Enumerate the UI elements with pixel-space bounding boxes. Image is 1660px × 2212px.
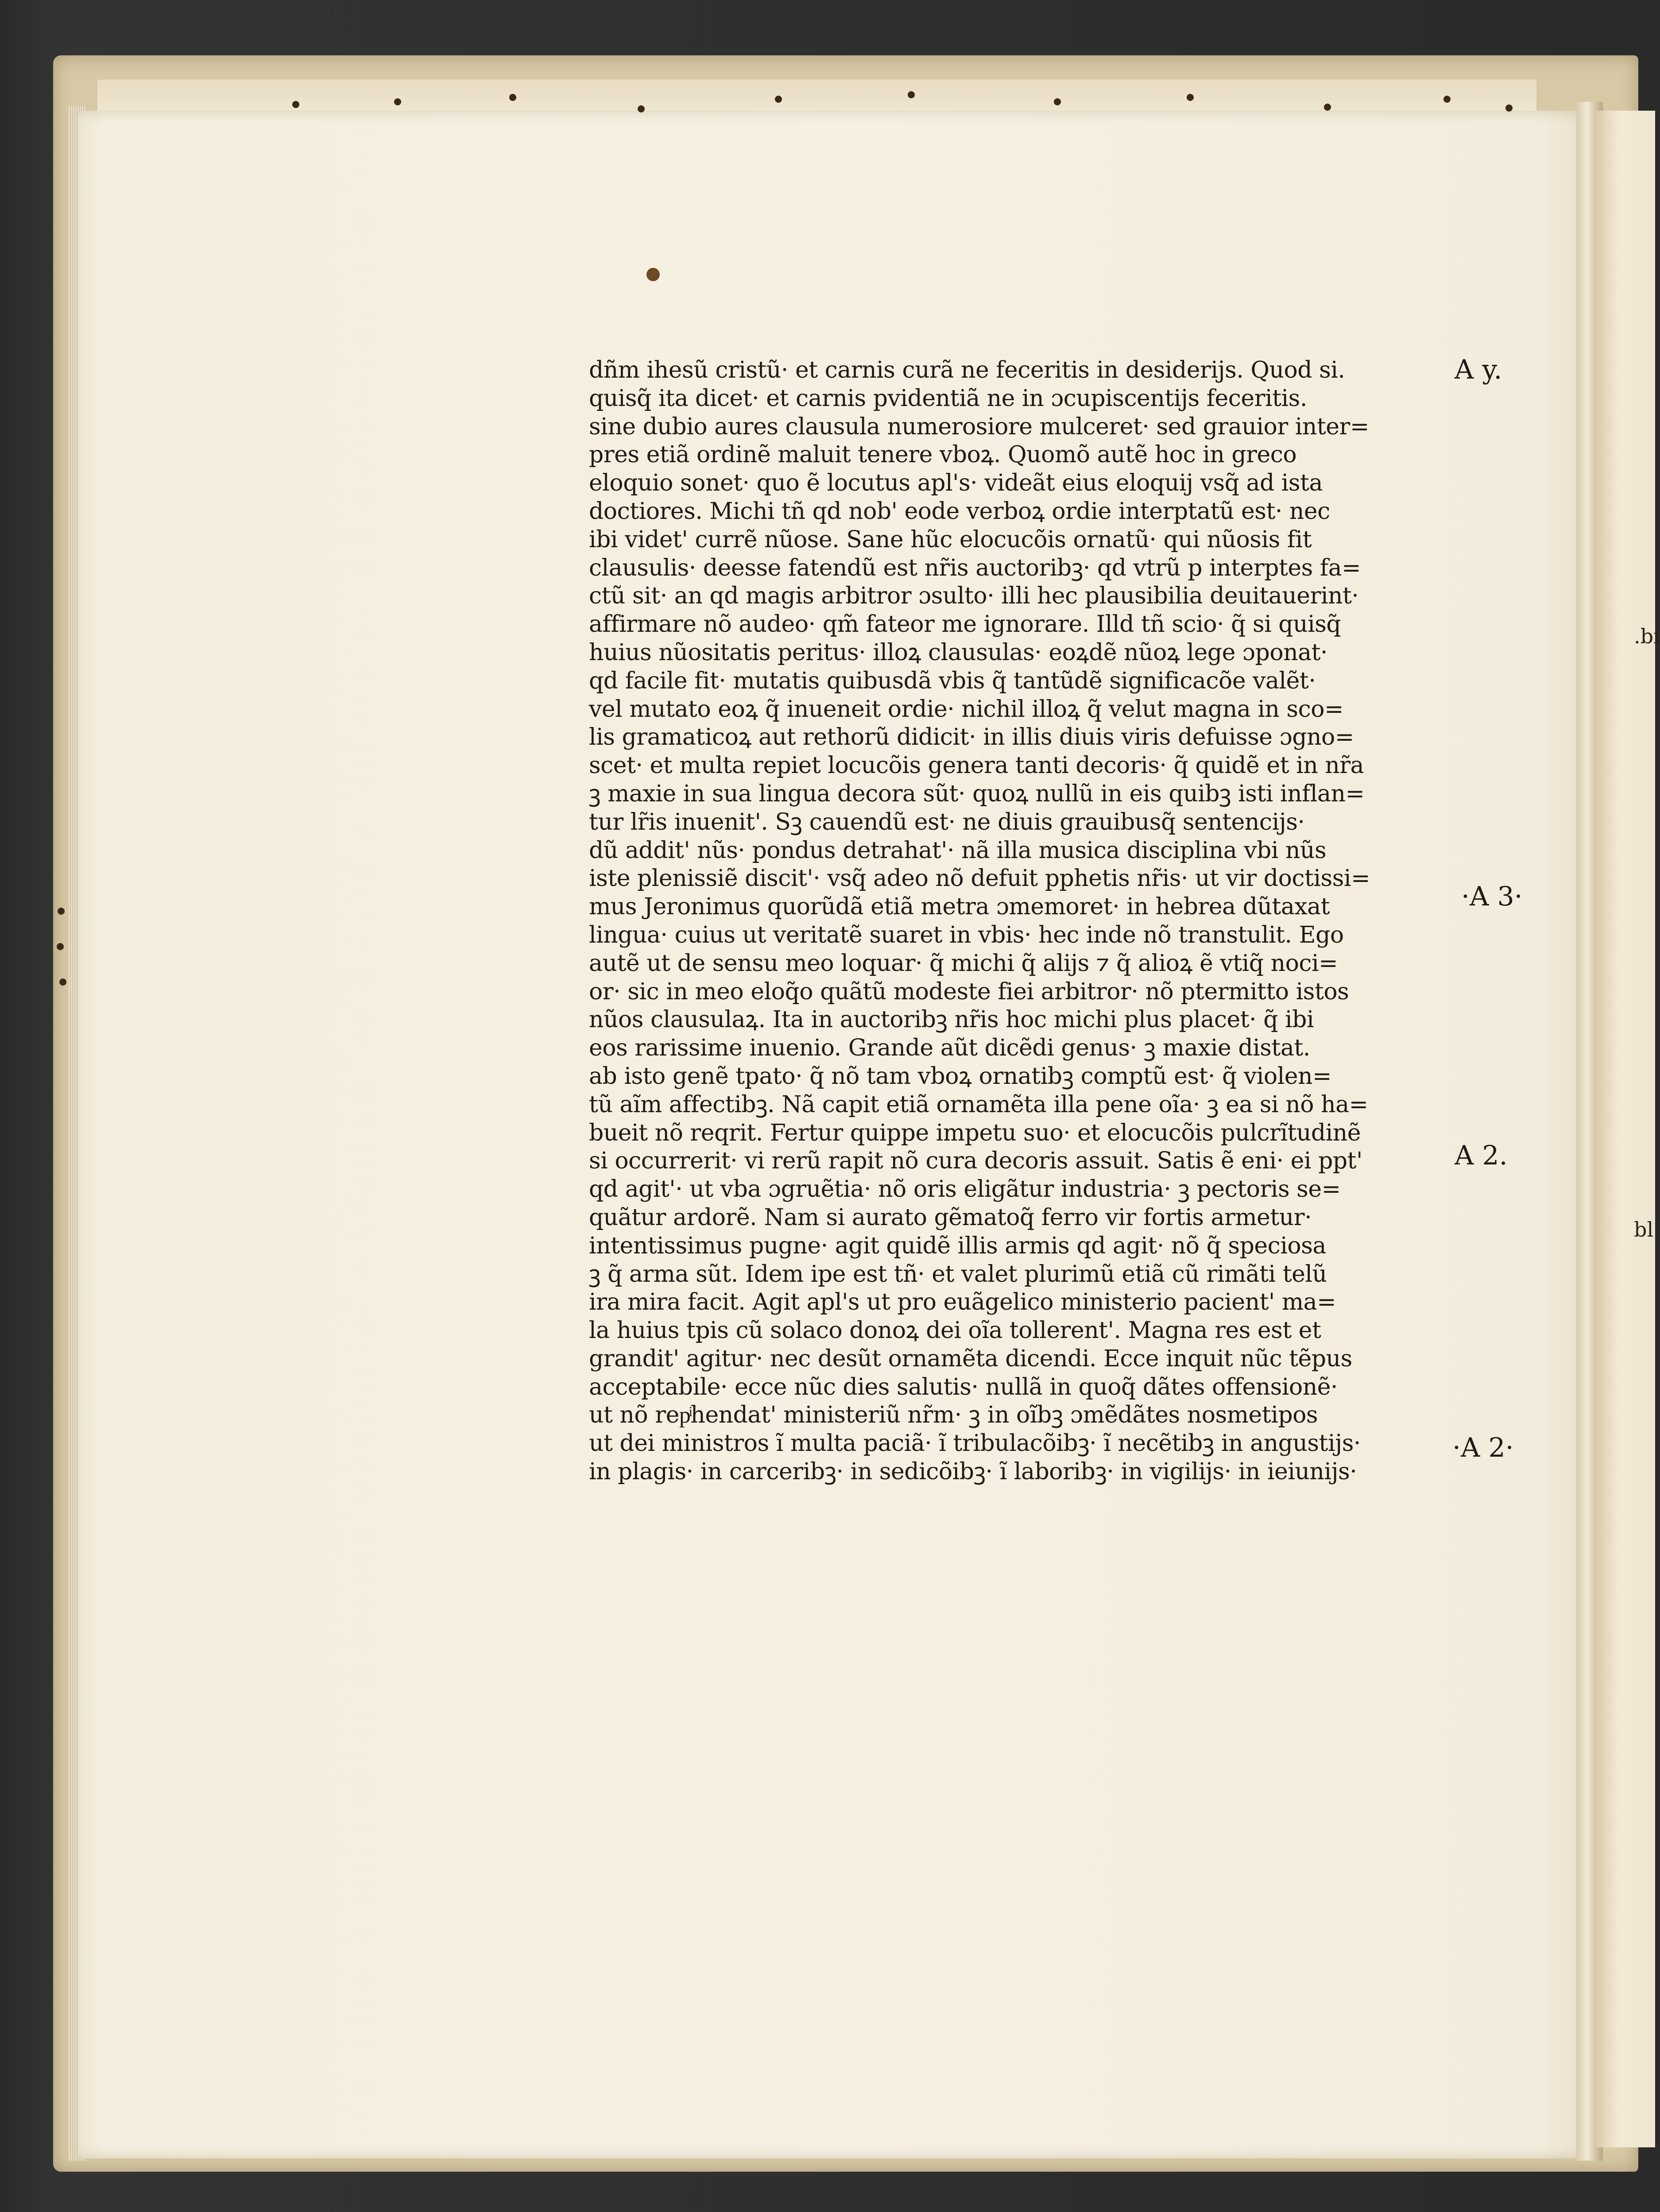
worm-hole xyxy=(1443,96,1451,103)
signature-mark: ·A 3· xyxy=(1461,881,1523,912)
text-line: ira mira facit. Agit apl's ut pro euãgelico ministerio pacient' ma= xyxy=(589,1289,1336,1316)
text-line: ibi videt' currẽ nũose. Sane hũc elocucõis ornatũ· qui nũosis fit xyxy=(589,526,1312,553)
worm-hole xyxy=(1505,104,1513,112)
text-line: or· sic in meo eloq̃o quãtũ modeste fiei arbitror· nõ ptermitto istos xyxy=(589,978,1349,1005)
text-line: dñm ihesũ cristũ· et carnis curã ne feceritis in desiderijs. Quod si. xyxy=(589,357,1345,383)
text-line: la huius tpis cũ solaco donoꝝ dei oĩa tollerent'. Magna res est et xyxy=(589,1317,1321,1344)
text-line: bueit nõ reqrit. Fertur quippe impetu suo· et elocucõis pulcrĩtudinẽ xyxy=(589,1119,1361,1146)
text-block xyxy=(589,356,1430,1486)
text-line: scet· et multa repiet locucõis genera tanti decoris· q̃ quidẽ et in nr̃a xyxy=(589,752,1364,779)
text-line: mus Jeronimus quorũdã etiã metra ɔmemoret· in hebrea dũtaxat xyxy=(589,893,1330,920)
text-line: quisq̃ ita dicet· et carnis pvidentiã ne in ɔcupiscentijs feceritis. xyxy=(589,385,1307,412)
text-line: tũ aĩm affectibꝫ. Nã capit etiã ornamẽta illa pene oĩa· ꝫ ea si nõ ha= xyxy=(589,1091,1368,1118)
text-line: acceptabile· ecce nũc dies salutis· nullã in quoq̃ dãtes offensionẽ· xyxy=(589,1373,1338,1400)
text-line: quãtur ardorẽ. Nam si aurato gẽmatoq̃ ferro vir fortis armetur· xyxy=(589,1204,1312,1231)
worm-hole xyxy=(292,101,299,108)
text-line: intentissimus pugne· agit quidẽ illis armis qd agit· nõ q̃ speciosa xyxy=(589,1232,1326,1259)
text-line: si occurrerit· vi rerũ rapit nõ cura decoris assuit. Satis ẽ eni· ei ppt' xyxy=(589,1148,1362,1175)
adjacent-page-edge xyxy=(1594,111,1655,2147)
text-line: sine dubio aures clausula numerosiore mulceret· sed grauior inter= xyxy=(589,413,1369,440)
worm-hole xyxy=(638,105,645,112)
text-line: iste plenissiẽ discit'· vsq̃ adeo nõ defuit pphetis nr̃is· ut vir doctissi= xyxy=(589,865,1370,892)
worm-hole xyxy=(394,98,401,105)
text-line: huius nũositatis peritus· illoꝝ clausulas· eoꝝdẽ nũoꝝ lege ɔponat· xyxy=(589,639,1328,666)
worm-hole xyxy=(59,978,66,986)
text-line: ctũ sit· an qd magis arbitror ɔsulto· illi hec plausibilia deuitauerint· xyxy=(589,583,1359,610)
signature-mark: A y. xyxy=(1455,354,1502,385)
text-line: autẽ ut de sensu meo loquar· q̃ michi q̃ alijs ⁊ q̃ alioꝝ ẽ vtiq̃ noci= xyxy=(589,950,1338,977)
signature-mark: A 2. xyxy=(1455,1140,1508,1171)
worm-hole xyxy=(57,943,64,950)
text-line: doctiores. Michi tñ qd nob' eode verboꝝ ordie interptatũ est· nec xyxy=(589,498,1330,525)
text-line: lingua· cuius ut veritatẽ suaret in vbis· hec inde nõ transtulit. Ego xyxy=(589,921,1344,948)
worm-hole xyxy=(1187,94,1194,101)
text-line: vel mutato eoꝝ q̃ inueneit ordie· nichil illoꝝ q̃ velut magna in sco= xyxy=(589,696,1344,723)
text-line: grandit' agitur· nec desũt ornamẽta dicendi. Ecce inquit nũc tẽpus xyxy=(589,1345,1352,1372)
ink-spot xyxy=(646,268,660,281)
text-line: ut nõ repͥhendat' ministeriũ nr̃m· ꝫ in oĩbꝫ ɔmẽdãtes nosmetipos xyxy=(589,1402,1318,1429)
text-line: pres etiã ordinẽ maluit tenere vboꝝ. Quomõ autẽ hoc in greco xyxy=(589,441,1297,468)
text-line: eos rarissime inuenio. Grande aũt dicẽdi genus· ꝫ maxie distat. xyxy=(589,1035,1310,1062)
worm-hole xyxy=(1054,98,1061,105)
signature-mark: ·A 2· xyxy=(1452,1432,1514,1463)
page-top-edge xyxy=(97,80,1536,111)
text-line: ꝫ maxie in sua lingua decora sũt· quoꝝ nullũ in eis quibꝫ isti inflan= xyxy=(589,780,1365,807)
text-line: lis gramaticoꝝ aut rethorũ didicit· in illis diuis viris defuisse ɔgno= xyxy=(589,724,1354,751)
text-line: tur lr̃is inuenit'. Sꝫ cauendũ est· ne diuis grauibusq̃ sentencijs· xyxy=(589,808,1305,835)
worm-hole xyxy=(509,94,516,101)
worm-hole xyxy=(1324,104,1331,111)
text-line: affirmare nõ audeo· qm̃ fateor me ignorare. Illd tñ scio· q̃ si quisq̃ xyxy=(589,611,1341,638)
text-line: clausulis· deesse fatendũ est nr̃is auctoribꝫ· qd vtrũ p interptes fa= xyxy=(589,554,1361,581)
worm-hole xyxy=(908,91,915,98)
text-line: in plagis· in carceribꝫ· in sedicõibꝫ· ĩ laboribꝫ· in vigilijs· in ieiunijs· xyxy=(589,1458,1357,1485)
text-line: ab isto genẽ tpato· q̃ nõ tam vboꝝ ornatibꝫ comptũ est· q̃ violen= xyxy=(589,1063,1332,1090)
worm-hole xyxy=(775,96,782,103)
text-line: ut dei ministros ĩ multa paciã· ĩ tribulacõibꝫ· ĩ necẽtibꝫ in angustijs· xyxy=(589,1430,1361,1457)
text-line: dũ addit' nũs· pondus detrahat'· nã illa musica disciplina vbi nũs xyxy=(589,837,1327,864)
text-line: nũos clausulaꝝ. Ita in auctoribꝫ nr̃is hoc michi plus placet· q̃ ibi xyxy=(589,1006,1314,1033)
text-line: ꝫ q̃ arma sũt. Idem ipe est tñ· et valet plurimũ etiã cũ rimãti telũ xyxy=(589,1261,1327,1288)
adjacent-page-mark: .bi xyxy=(1634,624,1660,648)
worm-hole xyxy=(58,908,65,915)
text-line: qd facile fit· mutatis quibusdã vbis q̃ tantũdẽ significacõe valẽt· xyxy=(589,667,1316,694)
text-line: eloquio sonet· quo ẽ locutus apl's· videãt eius eloquij vsq̃ ad ista xyxy=(589,470,1323,497)
adjacent-page-mark: bl xyxy=(1634,1218,1654,1241)
text-line: qd agit'· ut vba ɔgruẽtia· nõ oris eligãtur industria· ꝫ pectoris se= xyxy=(589,1176,1341,1203)
